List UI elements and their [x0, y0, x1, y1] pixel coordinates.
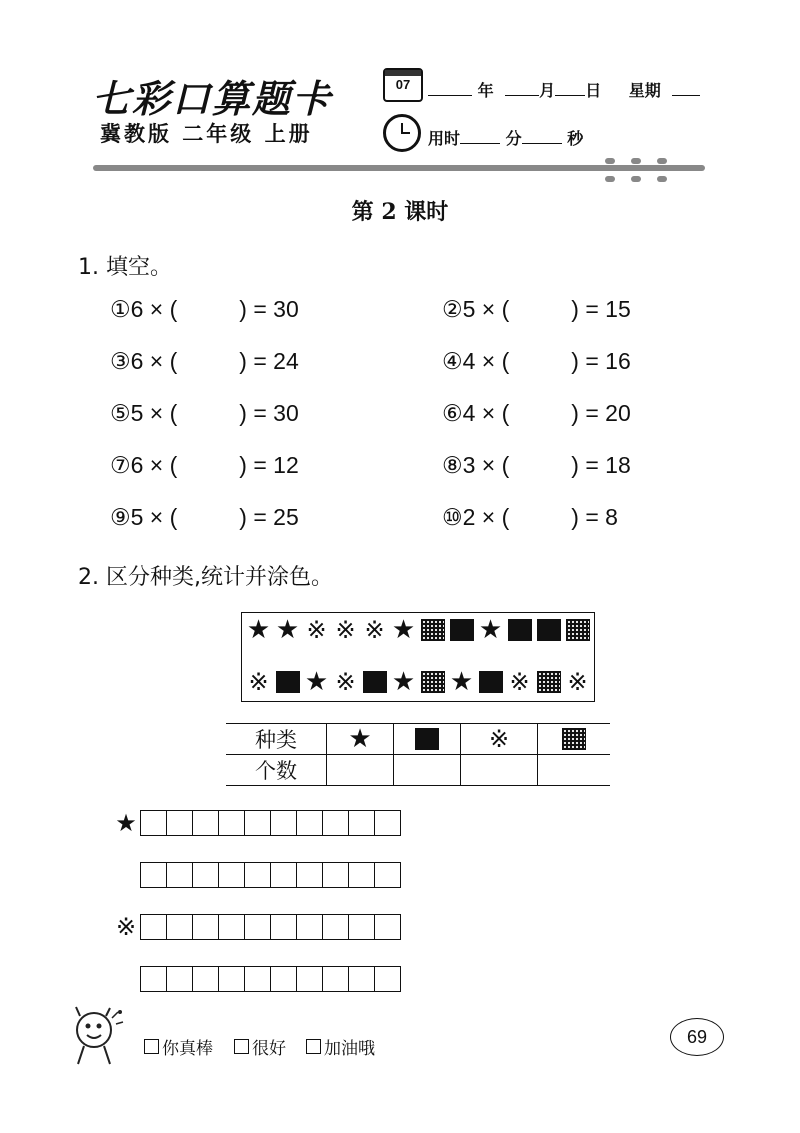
dotted-square-icon: [112, 966, 140, 992]
eval-label: 加油哦: [324, 1039, 375, 1059]
black-square-icon: [447, 615, 476, 644]
grid-cell[interactable]: [166, 811, 192, 835]
equation-right: ) = 18: [571, 452, 631, 478]
equation-number: ①: [110, 296, 131, 322]
star-icon: ★: [391, 614, 416, 645]
time-fields: [428, 126, 583, 149]
grid-cell[interactable]: [322, 967, 348, 991]
equation-right: ) = 12: [239, 452, 299, 478]
table-header-count: 个数: [226, 755, 327, 786]
mascot-icon: [66, 1004, 126, 1068]
grid-cell[interactable]: [374, 811, 400, 835]
dotted-square-icon: [534, 667, 563, 696]
equation-left: 6 × (: [130, 452, 178, 478]
asterism-icon: ※: [335, 667, 356, 696]
equation-left: 4 × (: [462, 400, 510, 426]
header-rule: [93, 165, 705, 171]
equation-item: [442, 296, 631, 323]
month-label: 月: [539, 81, 556, 100]
grid-cell[interactable]: [218, 863, 244, 887]
grid-cell[interactable]: [270, 811, 296, 835]
table-row: [226, 755, 610, 786]
grid-cell[interactable]: [244, 967, 270, 991]
clock-icon: [383, 114, 421, 152]
equation-left: 3 × (: [462, 452, 510, 478]
checkbox-icon[interactable]: [234, 1039, 249, 1054]
grid-cell[interactable]: [166, 915, 192, 939]
grid-row: [112, 966, 401, 992]
black-square-icon: [476, 667, 505, 696]
count-cell-dotted[interactable]: [538, 755, 611, 786]
dotted-square-icon: [418, 615, 447, 644]
star-icon: ★: [348, 724, 372, 754]
lesson-title: 第 2 课时: [351, 199, 449, 225]
binder-pin: [608, 158, 612, 182]
grid-cells: [140, 810, 401, 836]
star-icon: ★: [391, 666, 416, 697]
brand-logo: 七彩口算题卡: [92, 76, 333, 121]
equation-number: ⑧: [442, 452, 463, 478]
grid-cell[interactable]: [141, 811, 166, 835]
grid-cells: [140, 966, 401, 992]
star-icon: ★: [275, 614, 300, 645]
eval-label: 很好: [252, 1039, 286, 1059]
minute-label: 分: [505, 129, 522, 148]
star-icon: ★: [246, 614, 271, 645]
grid-cells: [140, 914, 401, 940]
equation-right: ) = 16: [571, 348, 631, 374]
second-label: 秒: [567, 129, 584, 148]
month-blank[interactable]: [505, 81, 539, 96]
weekday-label: 星期: [628, 81, 661, 100]
grid-cell[interactable]: [296, 967, 322, 991]
equation-right: ) = 25: [239, 504, 299, 530]
grid-cell[interactable]: [244, 863, 270, 887]
grid-cell[interactable]: [270, 915, 296, 939]
star-icon: ★: [304, 666, 329, 697]
dotted-square-icon: [563, 615, 592, 644]
day-blank[interactable]: [555, 81, 585, 96]
grid-cell[interactable]: [244, 811, 270, 835]
equation-item: [110, 452, 299, 479]
equation-item: [442, 348, 631, 375]
eval-label: 你真棒: [162, 1039, 213, 1059]
grid-cell[interactable]: [218, 811, 244, 835]
equation-item: [110, 504, 299, 531]
grid-cells: [140, 862, 401, 888]
grid-cell[interactable]: [141, 915, 166, 939]
equation-item: [110, 348, 299, 375]
equation-left: 6 × (: [130, 296, 178, 322]
sequence-row-1: [244, 615, 592, 644]
weekday-blank[interactable]: [672, 81, 700, 96]
grid-cell[interactable]: [374, 863, 400, 887]
calendar-day: 07: [395, 77, 411, 92]
grid-cell[interactable]: [348, 967, 374, 991]
equation-left: 4 × (: [462, 348, 510, 374]
equation-item: [442, 504, 618, 531]
star-icon: ★: [449, 666, 474, 697]
grid-cell[interactable]: [348, 863, 374, 887]
asterism-icon: ※: [115, 913, 137, 941]
asterism-icon: ※: [248, 667, 269, 696]
page-number: 69: [670, 1018, 724, 1056]
grid-cell[interactable]: [244, 915, 270, 939]
black-square-icon: [505, 615, 534, 644]
equation-item: [442, 400, 631, 427]
equation-number: ⑤: [110, 400, 131, 426]
eval-option-keep-going[interactable]: [306, 1034, 375, 1059]
grid-cell[interactable]: [218, 967, 244, 991]
grid-cell[interactable]: [270, 967, 296, 991]
grid-cell[interactable]: [348, 811, 374, 835]
binder-pin: [634, 158, 638, 182]
equation-left: 2 × (: [462, 504, 510, 530]
grid-cell[interactable]: [192, 811, 218, 835]
equation-right: ) = 15: [571, 296, 631, 322]
table-row: [226, 724, 610, 755]
year-blank[interactable]: [428, 81, 472, 96]
asterism-icon: ※: [335, 615, 356, 644]
grid-cell[interactable]: [218, 915, 244, 939]
grid-cell[interactable]: [296, 915, 322, 939]
black-square-icon: [534, 615, 563, 644]
equation-number: ②: [442, 296, 463, 322]
grid-cell[interactable]: [348, 915, 374, 939]
sequence-row-2: [244, 667, 592, 696]
grid-cell[interactable]: [270, 863, 296, 887]
equation-left: 5 × (: [130, 400, 178, 426]
checkbox-icon[interactable]: [144, 1039, 159, 1054]
tally-table: [226, 723, 610, 786]
equation-item: [110, 400, 299, 427]
q1-title: 1. 填空。: [78, 255, 172, 280]
equation-right: ) = 30: [239, 296, 299, 322]
asterism-icon: ※: [509, 667, 530, 696]
date-fields: [428, 78, 700, 101]
equation-number: ④: [442, 348, 463, 374]
equation-left: 6 × (: [130, 348, 178, 374]
equation-item: [110, 296, 299, 323]
grid-cell[interactable]: [322, 863, 348, 887]
eval-option-good[interactable]: [234, 1034, 286, 1059]
day-label: 日: [585, 81, 602, 100]
equation-number: ⑥: [442, 400, 463, 426]
grid-cell[interactable]: [166, 967, 192, 991]
minute-blank[interactable]: [460, 129, 500, 144]
dotted-square-icon: [560, 725, 589, 754]
grid-cell[interactable]: [374, 915, 400, 939]
equation-left: 5 × (: [130, 504, 178, 530]
binder-pin: [660, 158, 664, 182]
black-square-icon: [413, 725, 442, 754]
grid-cell[interactable]: [296, 863, 322, 887]
calendar-icon: [383, 68, 423, 102]
black-square-icon: [360, 667, 389, 696]
count-cell-asterism[interactable]: [461, 755, 538, 786]
grid-cell[interactable]: [192, 915, 218, 939]
equation-number: ③: [110, 348, 131, 374]
equation-item: [442, 452, 631, 479]
checkbox-icon[interactable]: [306, 1039, 321, 1054]
equation-right: ) = 8: [571, 504, 618, 530]
count-cell-star[interactable]: [327, 755, 394, 786]
black-square-icon: [273, 667, 302, 696]
equation-right: ) = 30: [239, 400, 299, 426]
time-used-label: 用时: [428, 129, 461, 148]
dotted-square-icon: [418, 667, 447, 696]
edition-label: 冀教版 二年级 上册: [100, 122, 313, 146]
grid-row: [112, 914, 401, 940]
grid-cell[interactable]: [192, 863, 218, 887]
asterism-icon: ※: [364, 615, 385, 644]
q2-title: 2. 区分种类,统计并涂色。: [78, 565, 333, 590]
equation-right: ) = 20: [571, 400, 631, 426]
year-label: 年: [477, 81, 494, 100]
grid-cell[interactable]: [322, 915, 348, 939]
star-icon: ★: [115, 809, 137, 837]
black-square-icon: [112, 862, 140, 888]
asterism-icon: ※: [306, 615, 327, 644]
asterism-icon: ※: [488, 725, 510, 753]
asterism-icon: ※: [567, 667, 588, 696]
symbol-sequence-box: [241, 612, 595, 702]
grid-cell[interactable]: [192, 967, 218, 991]
equation-left: 5 × (: [462, 296, 510, 322]
count-cell-square[interactable]: [394, 755, 461, 786]
second-blank[interactable]: [522, 129, 562, 144]
equation-number: ⑨: [110, 504, 131, 530]
equation-right: ) = 24: [239, 348, 299, 374]
equation-number: ⑩: [442, 504, 463, 530]
table-header-kind: 种类: [226, 724, 327, 755]
grid-cell[interactable]: [322, 811, 348, 835]
eval-option-great[interactable]: [144, 1034, 213, 1059]
grid-row: [112, 862, 401, 888]
grid-row: [112, 810, 401, 836]
grid-cell[interactable]: [166, 863, 192, 887]
star-icon: ★: [478, 614, 503, 645]
grid-cell[interactable]: [141, 967, 166, 991]
grid-cell[interactable]: [296, 811, 322, 835]
equation-number: ⑦: [110, 452, 131, 478]
grid-cell[interactable]: [141, 863, 166, 887]
grid-cell[interactable]: [374, 967, 400, 991]
